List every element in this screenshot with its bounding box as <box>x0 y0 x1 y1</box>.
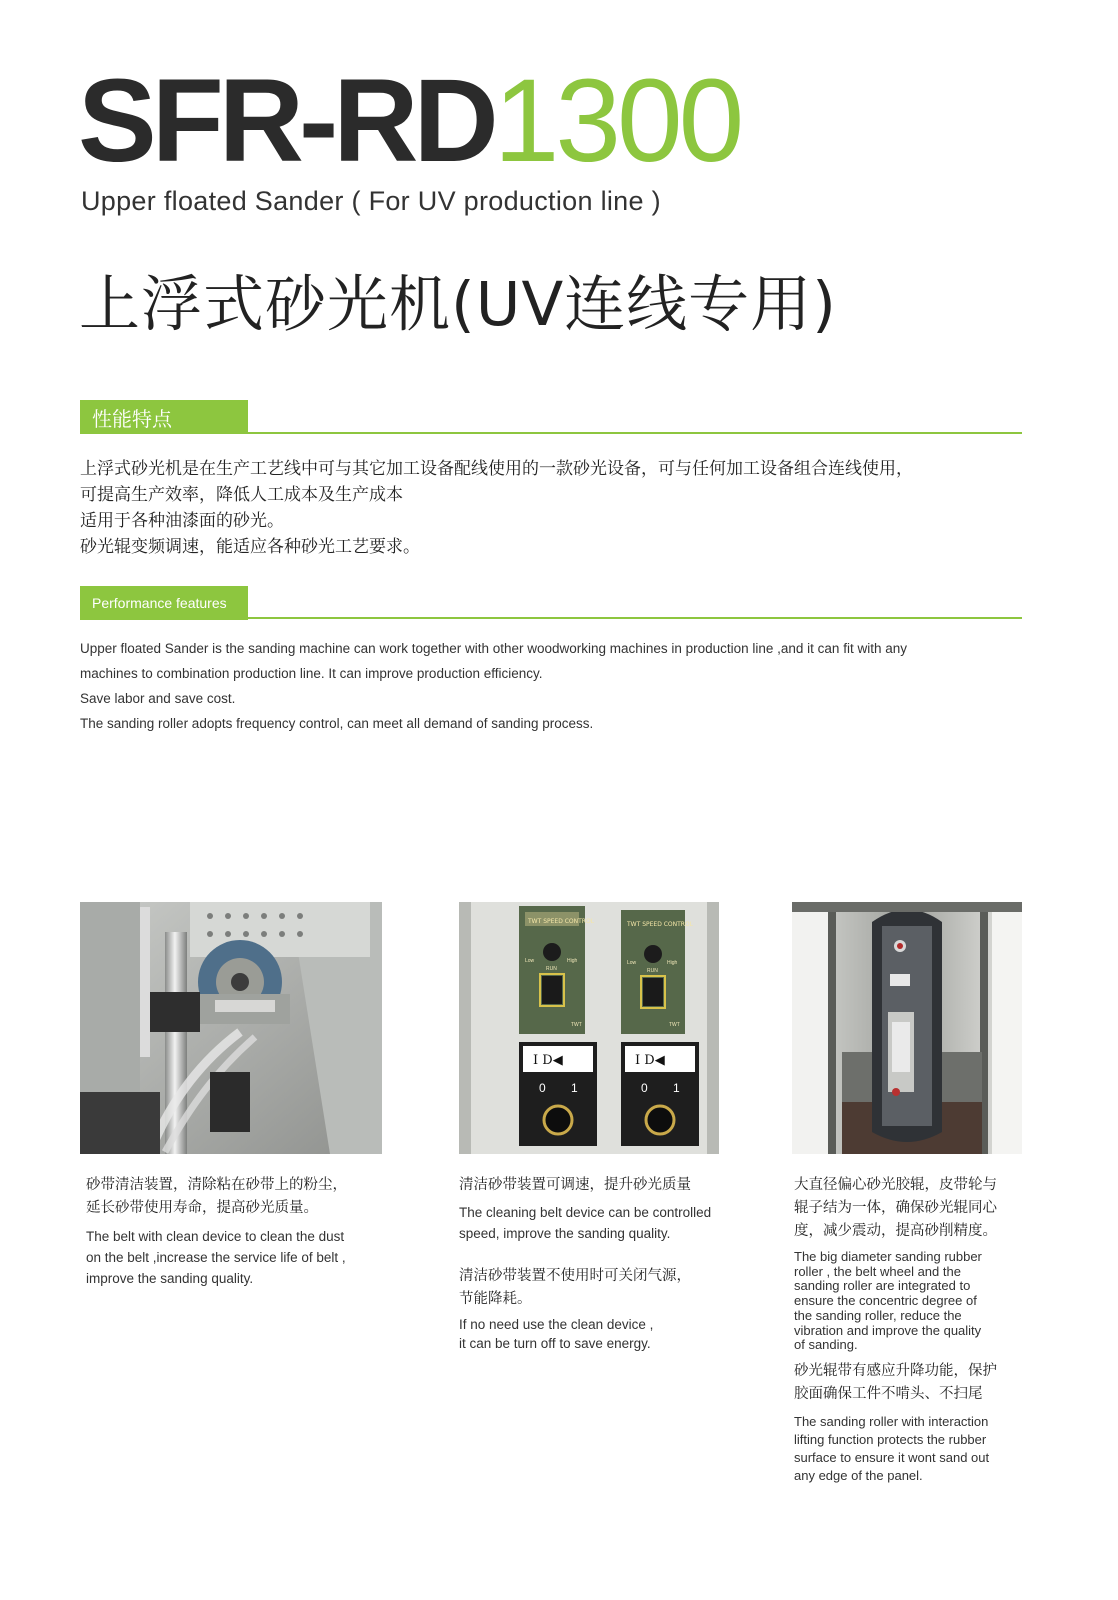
text-line: any edge of the panel. <box>794 1468 923 1483</box>
run-label: RUN <box>647 968 658 974</box>
text-line: 度，减少震动，提高砂削精度。 <box>794 1223 997 1239</box>
caption-en-speed-adjustable <box>459 1202 759 1244</box>
high-label: High <box>667 960 678 966</box>
run-label: RUN <box>546 966 557 972</box>
text-line: The sanding roller with interaction <box>794 1414 989 1429</box>
features-text-en <box>80 636 1040 736</box>
caption-en-belt-cleaning <box>86 1226 386 1289</box>
caption-en-rubber-roller <box>794 1250 1012 1353</box>
text-line: The big diameter sanding rubber <box>794 1249 982 1264</box>
controller-title: SPEED CONTROL <box>543 918 595 925</box>
photo-belt-cleaning-device <box>80 902 382 1154</box>
high-label: High <box>567 958 578 964</box>
text-line: Upper floated Sander is the sanding machine can work together with other woodworking machines in production line ,and it can fit with any <box>80 641 907 656</box>
text-line: The sanding roller adopts frequency control, can meet all demand of sanding process. <box>80 716 594 731</box>
text-line: 延长砂带使用寿命，提高砂光质量。 <box>86 1200 318 1216</box>
model-title <box>78 55 741 187</box>
text-line: 辊子结为一体，确保砂光辊同心 <box>794 1200 997 1216</box>
caption-cn-energy-saving <box>459 1265 759 1311</box>
svg-text:TWT SPEED CONTROL <box>626 921 694 928</box>
svg-text:TWT SPEED CONTROL <box>527 918 595 925</box>
photo-speed-control-panel <box>459 902 719 1154</box>
sanding-roller-illustration <box>792 902 1022 1154</box>
brand-label: TWT <box>627 921 641 928</box>
text-line: sanding roller are integrated to <box>794 1278 971 1294</box>
text-line: The belt with clean device to clean the dust <box>86 1229 345 1244</box>
low-label: Low <box>525 958 535 964</box>
text-line: of sanding. <box>794 1337 858 1353</box>
text-line: 适用于各种油漆面的砂光。 <box>80 511 284 530</box>
text-line: it can be turn off to save energy. <box>459 1336 651 1351</box>
speed-controller-right <box>621 910 694 1034</box>
belt-cleaning-illustration <box>80 902 382 1154</box>
switch-symbol: I D◀ <box>635 1053 665 1068</box>
off-label: 0 <box>641 1081 648 1095</box>
model-prefix: SFR-RD <box>78 55 494 187</box>
divider-line <box>80 617 1022 619</box>
speed-controller-left <box>519 906 595 1034</box>
text-line: the sanding roller, reduce the <box>794 1307 962 1323</box>
switch-symbol: I D◀ <box>533 1053 563 1068</box>
text-line: speed, improve the sanding quality. <box>459 1226 671 1241</box>
caption-cn-lifting-function <box>794 1360 1034 1406</box>
subtitle-chinese: 上浮式砂光机(UV连线专用) <box>79 269 837 340</box>
caption-cn-belt-cleaning <box>86 1174 386 1220</box>
air-switch-right <box>621 1042 699 1146</box>
text-line: 上浮式砂光机是在生产工艺线中可与其它加工设备配线使用的一款砂光设备，可与任何加工设备组合连线使用， <box>80 459 913 478</box>
text-line: 可提高生产效率，降低人工成本及生产成本 <box>80 485 403 504</box>
text-line: 砂光辊变频调速，能适应各种砂光工艺要求。 <box>80 537 420 556</box>
text-line: machines to combination production line. It can improve production efficiency. <box>80 666 543 681</box>
text-line: 清洁砂带装置不使用时可关闭气源， <box>459 1268 691 1284</box>
text-line: surface to ensure it wont sand out <box>794 1450 990 1465</box>
caption-cn-rubber-roller <box>794 1174 1034 1243</box>
brand-label: TWT <box>528 918 542 925</box>
photo-sanding-roller <box>792 902 1022 1154</box>
text-line: If no need use the clean device , <box>459 1317 654 1332</box>
subtitle-english: Upper floated Sander ( For UV production line ) <box>81 186 661 216</box>
on-label: 1 <box>673 1081 680 1095</box>
text-line: 节能降耗。 <box>459 1291 532 1307</box>
text-line: 大直径偏心砂光胶辊，皮带轮与 <box>794 1177 997 1193</box>
caption-cn-speed-adjustable <box>459 1174 759 1197</box>
features-text-cn <box>80 456 1040 560</box>
controller-title: SPEED CONTROL <box>642 921 694 928</box>
text-line: 清洁砂带装置可调速，提升砂光质量 <box>459 1177 691 1193</box>
text-line: lifting function protects the rubber <box>794 1432 987 1447</box>
text-line: The cleaning belt device can be controlled <box>459 1205 712 1220</box>
caption-en-lifting-function <box>794 1413 1034 1485</box>
text-line: on the belt ,increase the service life of belt , <box>86 1250 346 1265</box>
text-line: 砂带清洁装置，清除粘在砂带上的粉尘， <box>86 1177 347 1193</box>
text-line: Save labor and save cost. <box>80 691 236 706</box>
caption-en-energy-saving <box>459 1315 759 1353</box>
low-label: Low <box>627 960 637 966</box>
divider-line <box>80 432 1022 434</box>
text-line: improve the sanding quality. <box>86 1271 254 1286</box>
brand-label: TWT <box>669 1022 680 1028</box>
air-switch-left <box>519 1042 597 1146</box>
text-line: 砂光辊带有感应升降功能，保护 <box>794 1363 997 1379</box>
speed-control-illustration <box>459 902 719 1154</box>
text-line: vibration and improve the quality <box>794 1322 982 1338</box>
off-label: 0 <box>539 1081 546 1095</box>
brand-label: TWT <box>571 1022 582 1028</box>
features-tag-cn: 性能特点 <box>80 400 248 434</box>
on-label: 1 <box>571 1081 578 1095</box>
features-tag-en: Performance features <box>80 586 248 620</box>
model-number: 1300 <box>493 55 741 187</box>
text-line: 胶面确保工件不啃头、不扫尾 <box>794 1386 983 1402</box>
text-line: ensure the concentric degree of <box>794 1293 977 1309</box>
text-line: roller , the belt wheel and the <box>794 1263 961 1279</box>
